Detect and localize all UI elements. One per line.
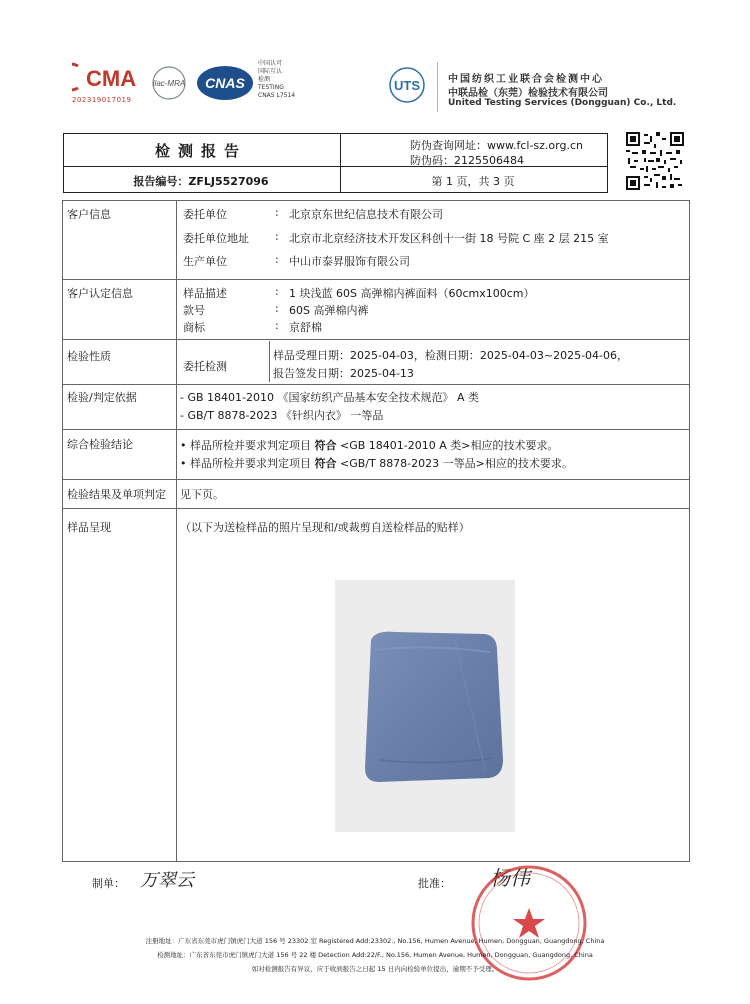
confirmed-label-2: 商标 [183,321,205,334]
confirmed-value-2: 京舒棉 [289,321,322,334]
section-conclusion: 综合检验结论 [67,438,133,451]
report-number: 报告编号：ZFLJ5527096 [133,175,269,188]
report-title: 检测报告 [154,142,247,160]
confirmed-label-0: 样品描述 [183,287,227,300]
fabric-sample-image [335,580,515,832]
report-table: 客户信息 委托单位 : 北京京东世纪信息技术有限公司 委托单位地址 : 北京市北京经济技术开发区科创十一街 18 号院 C 座 2 层 215 室 生产单位 : 中山市泰昇服饰有限公司 客户认定信息 样品描述 : 1 块浅蓝 60S 高弹棉内裤面料（60cmx100cm） 款号 : 60S 高弹棉内裤 商标 : 京舒棉 检验性质 委托检测 样品受理日期：2025-04-03，检测日期：2025-04-03~2025-04-06， 报告签发日期：2025-04-13 检验/判定依据 - GB 18401-2010 《国家纺织产品基本安全技术规范》 A 类 - GB/T 8878-2023 《针织内衣》 一等品 综合检验结论 • 样品所检并要求判定项目 符合 <GB 18401-2010 A 类>相应的技术要求。 • 样品所检并要求判定项目 符合 <GB/T 8878-2023 一等品>相应的技术要求。 检验结果及单项判定 见下页。 样品呈现 （以下为送检样品的照片呈现和/或裁剪自送检样品的贴样） [62,200,690,862]
sample-note: （以下为送检样品的照片呈现和/或裁剪自送检样品的贴样） [180,521,470,534]
objection-notice: 如对检测报告有异议，应于收到报告之日起 15 日内向检验单位提出，逾期不予受理。 [251,965,499,973]
inspection-type: 委托检测 [183,360,227,373]
conclusion-item-0: • 样品所检并要求判定项目 符合 <GB 18401-2010 A 类>相应的技术要求。 [180,439,559,452]
svg-text:CNAS: CNAS [205,75,245,91]
svg-text:UTS: UTS [394,78,420,93]
cnas-accreditation-text: 中国认可 国际互认 检测 TESTING CNAS L7514 [258,60,296,99]
client-value-2: 中山市泰昇服饰有限公司 [289,255,410,268]
cma-number: 202319017019 [72,96,132,104]
page-info: 第 1 页，共 3 页 [431,175,515,188]
client-value-1: 北京市北京经济技术开发区科创十一街 18 号院 C 座 2 层 215 室 [289,232,609,245]
ilac-mra-logo [146,66,192,100]
testing-address: 检测地址：广东省东莞市虎门镇虎门大道 156 号 22 楼 Detection Add:22/F., No.156, Humen Avenue, Humen, Dongguan, Guangdong, China [157,951,593,959]
lab-name-cn-1: 中国纺织工业联合会检测中心 [448,74,604,85]
uts-logo [383,64,431,110]
client-label-2: 生产单位 [183,255,227,268]
inspection-dates-1: 样品受理日期：2025-04-03，检测日期：2025-04-03~2025-04-06， [273,349,628,362]
qr-code-icon [626,132,684,190]
prepared-label: 制单： [92,877,125,890]
section-sample-display: 样品呈现 [67,521,111,534]
section-client-confirmed: 客户认定信息 [67,287,133,300]
results-value: 见下页。 [180,488,224,501]
section-client-info: 客户信息 [67,208,111,221]
cma-logo [72,62,142,92]
client-value-0: 北京京东世纪信息技术有限公司 [289,208,443,221]
approved-signature: 杨伟 [490,866,530,890]
client-label-1: 委托单位地址 [183,232,249,245]
section-inspection-nature: 检验性质 [67,350,111,363]
section-results: 检验结果及单项判定 [67,488,166,501]
prepared-signature: 万翠云 [140,870,194,891]
basis-item-0: - GB 18401-2010 《国家纺织产品基本安全技术规范》 A 类 [180,391,480,404]
approved-label: 批准： [418,877,451,890]
lab-name-en: United Testing Services (Dongguan) Co., Ltd. [448,98,677,108]
anti-fake-code: 防伪码：2125506484 [410,154,524,167]
basis-item-1: - GB/T 8878-2023 《针织内衣》 一等品 [180,409,384,422]
confirmed-value-1: 60S 高弹棉内裤 [289,304,369,317]
registered-address: 注册地址：广东省东莞市虎门镇虎门大道 156 号 23302 室 Registered Add:23302., No.156, Humen Avenue, Humen, Dongguan, Guangdong, China [145,937,605,945]
cnas-logo [196,64,254,102]
section-basis: 检验/判定依据 [67,391,137,404]
lab-name-cn-2: 中联品检（东莞）检验技术有限公司 [448,88,608,99]
client-label-0: 委托单位 [183,208,227,221]
svg-text:ilac-MRA: ilac-MRA [152,79,186,88]
conclusion-item-1: • 样品所检并要求判定项目 符合 <GB/T 8878-2023 一等品>相应的技术要求。 [180,457,573,470]
svg-text:CMA: CMA [86,66,137,91]
inspection-dates-2: 报告签发日期：2025-04-13 [273,367,414,380]
sample-photo [335,580,515,832]
confirmed-label-1: 款号 [183,304,205,317]
header-divider [437,62,438,112]
confirmed-value-0: 1 块浅蓝 60S 高弹棉内裤面料（60cmx100cm） [289,287,535,300]
anti-fake-url: 防伪查询网址：www.fcl-sz.org.cn [410,139,583,152]
